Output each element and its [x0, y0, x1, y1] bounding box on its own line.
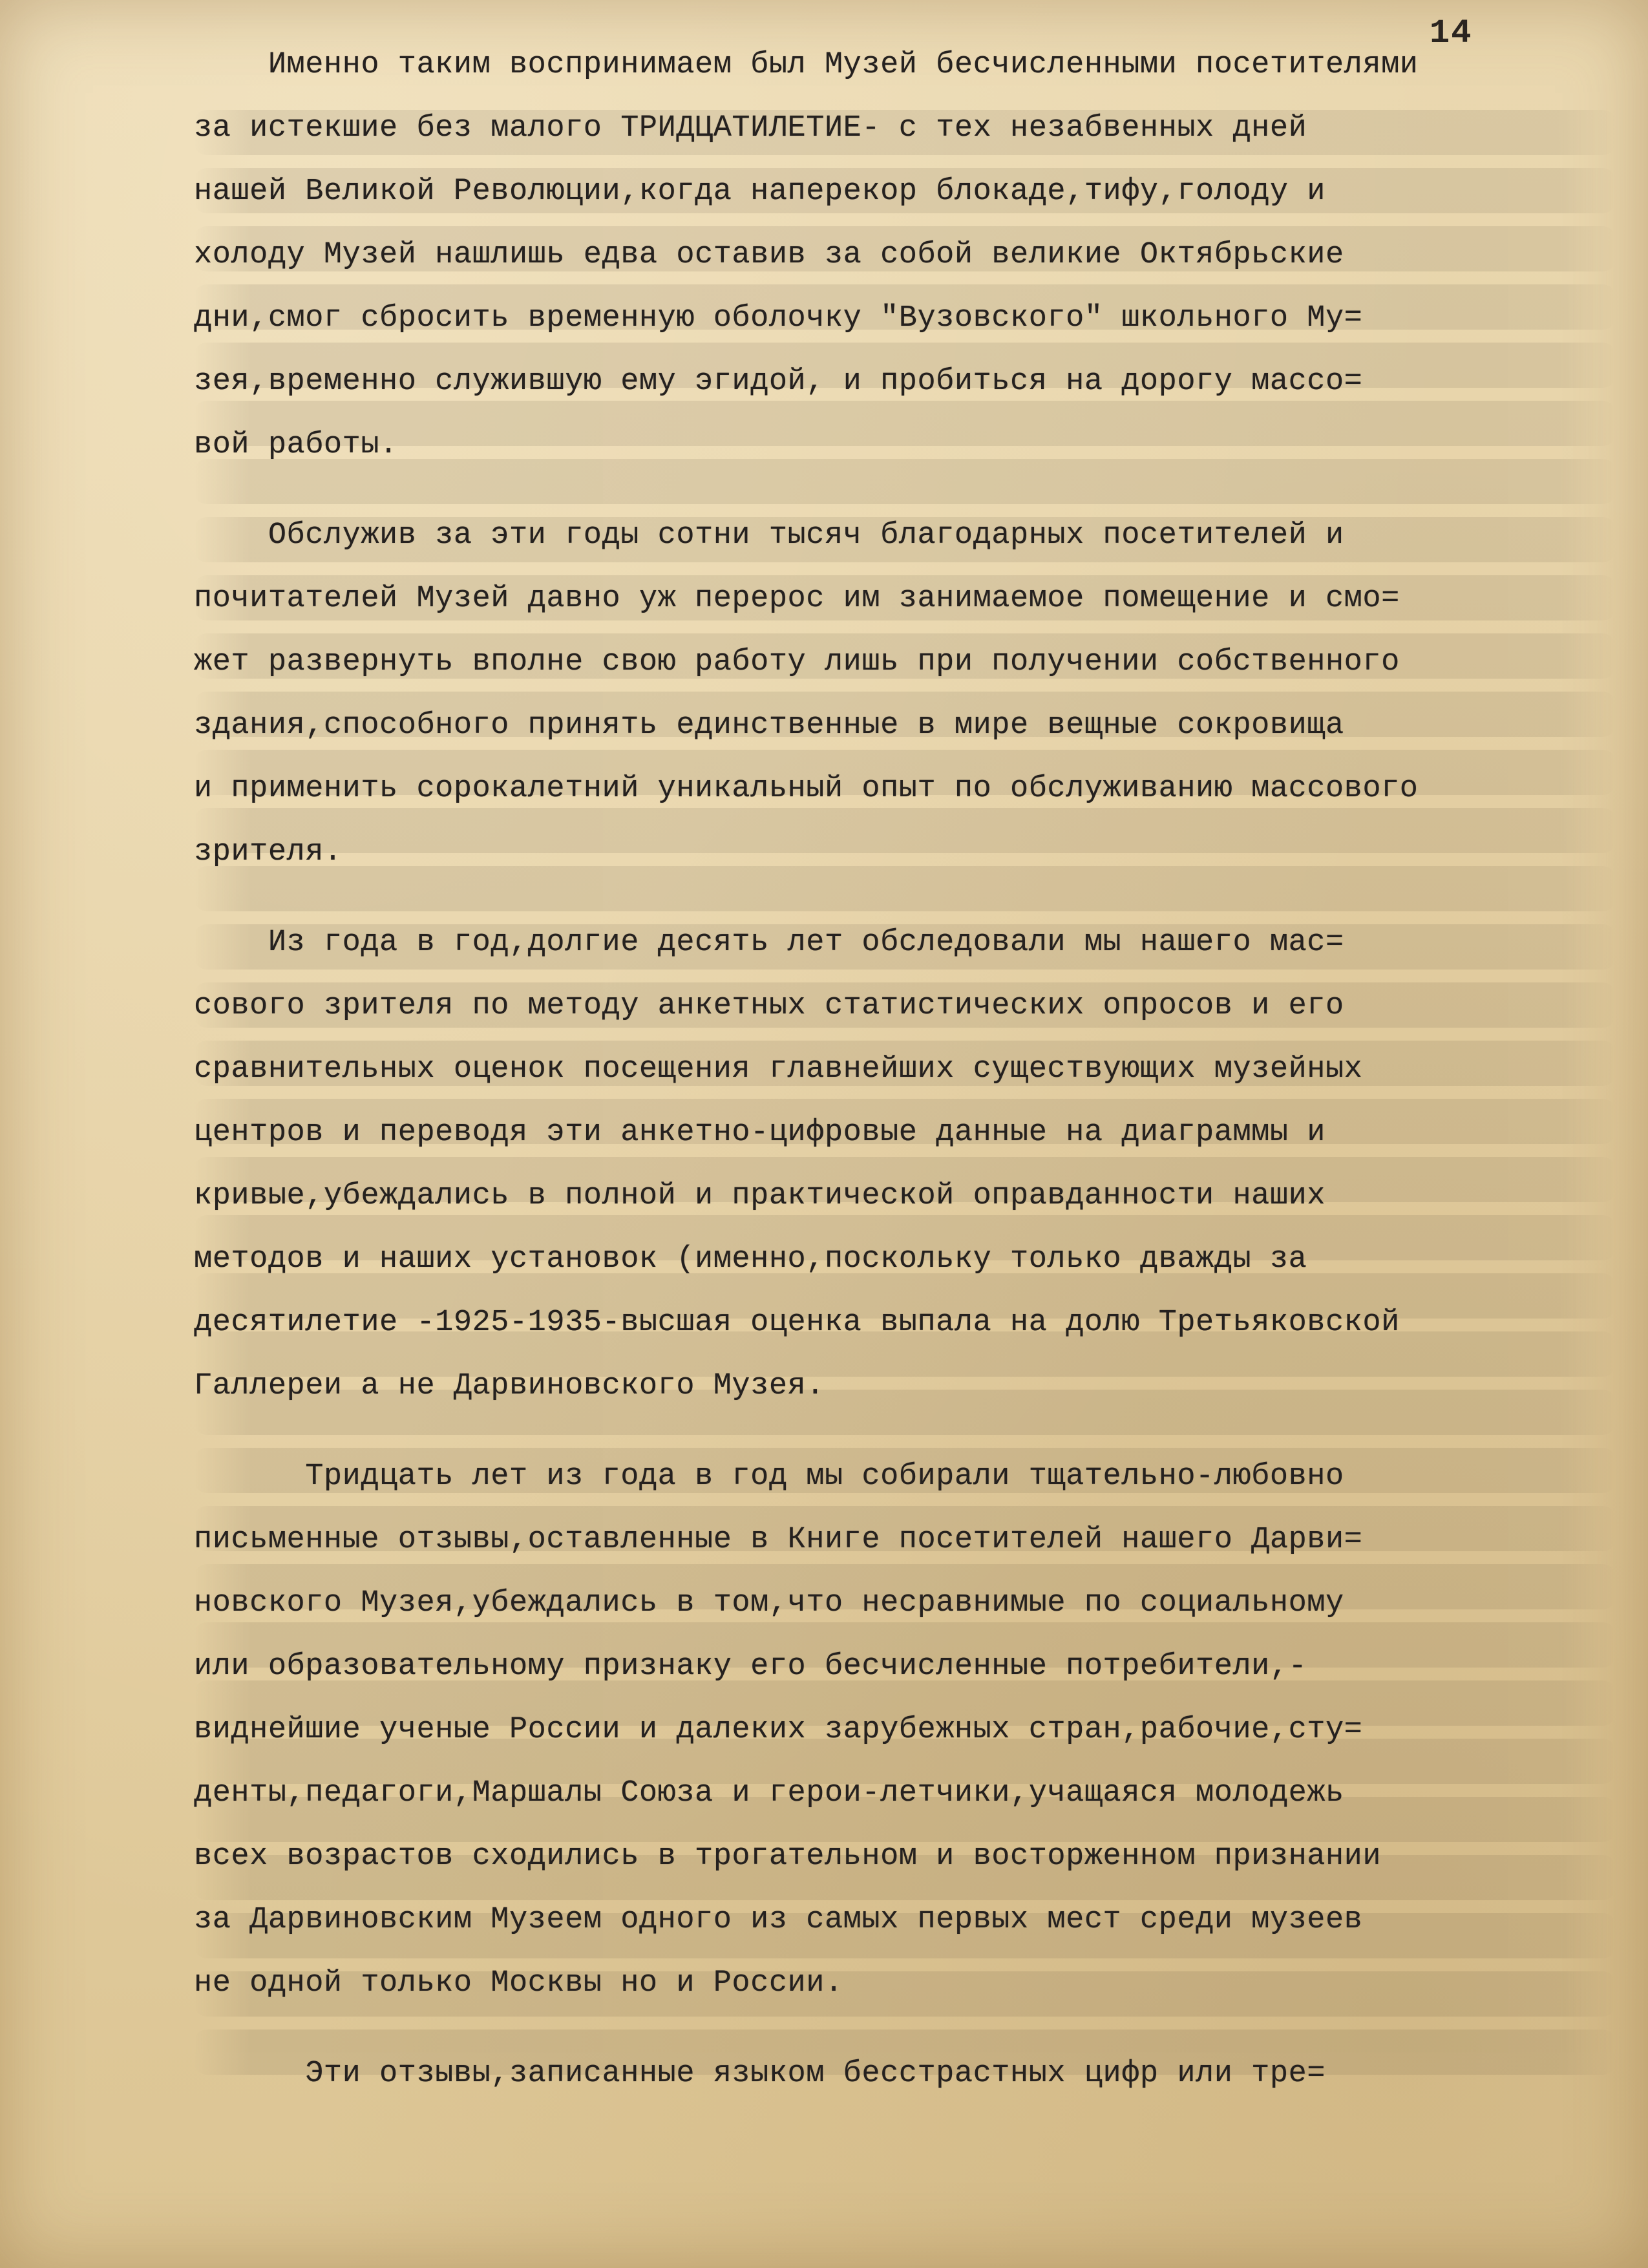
- text-line: Обслужив за эти годы сотни тысяч благодарных посетителей и: [194, 518, 1344, 553]
- text-line: методов и наших установок (именно,поскольку только дважды за: [194, 1242, 1307, 1277]
- text-line: кривые,убеждались в полной и практической оправданности наших: [194, 1179, 1326, 1213]
- paragraph-4: [194, 1445, 1603, 2015]
- text-line: зрителя.: [194, 835, 343, 869]
- paragraph-1: [194, 34, 1603, 477]
- paragraph-3: [194, 911, 1603, 1418]
- text-line: нашей Великой Революции,когда наперекор блокаде,тифу,голоду и: [194, 175, 1326, 209]
- text-line: всех возрастов сходились в трогательном и восторженном признании: [194, 1839, 1382, 1874]
- text-line: Из года в год,долгие десять лет обследовали мы нашего мас=: [194, 926, 1344, 960]
- text-line: новского Музея,убеждались в том,что несравнимые по социальному: [194, 1586, 1344, 1620]
- text-line: зея,временно служившую ему эгидой, и пробиться на дорогу массо=: [194, 365, 1363, 399]
- text-line: вой работы.: [194, 428, 398, 462]
- text-line: жет развернуть вполне свою работу лишь при получении собственного: [194, 645, 1400, 679]
- text-line: центров и переводя эти анкетно-цифровые данные на диаграммы и: [194, 1116, 1326, 1150]
- text-line: и применить сорокалетний уникальный опыт по обслуживанию массового: [194, 772, 1419, 806]
- text-line: почитателей Музей давно уж перерос им занимаемое помещение и смо=: [194, 582, 1400, 616]
- text-line: не одной только Москвы но и России.: [194, 1966, 843, 2000]
- text-line: здания,способного принять единственные в мире вещные сокровища: [194, 708, 1344, 743]
- text-line: холоду Музей нашлишь едва оставив за собой великие Октябрьские: [194, 238, 1344, 272]
- text-line: Тридцать лет из года в год мы собирали тщательно-любовно: [194, 1459, 1344, 1494]
- text-line: за Дарвиновским Музеем одного из самых первых мест среди музеев: [194, 1903, 1363, 1937]
- text-line: денты,педагоги,Маршалы Союза и герои-летчики,учащаяся молодежь: [194, 1776, 1344, 1810]
- text-line: Эти отзывы,записанные языком бесстрастных цифр или тре=: [194, 2057, 1326, 2091]
- paragraph-2: [194, 504, 1603, 884]
- typed-text-body: [194, 34, 1603, 2106]
- text-line: дни,смог сбросить временную оболочку "Вузовского" школьного Му=: [194, 301, 1363, 335]
- text-line: сового зрителя по методу анкетных статистических опросов и его: [194, 989, 1344, 1023]
- text-line: или образовательному признаку его бесчисленные потребители,-: [194, 1649, 1307, 1684]
- text-line: Именно таким воспринимаем был Музей бесчисленными посетителями: [194, 48, 1419, 82]
- text-line: десятилетие -1925-1935-высшая оценка выпала на долю Третьяковской: [194, 1306, 1400, 1340]
- page-number: 14: [1430, 14, 1473, 52]
- text-line: за истекшие без малого ТРИДЦАТИЛЕТИЕ- с тех незабвенных дней: [194, 111, 1307, 145]
- text-line: Галлереи а не Дарвиновского Музея.: [194, 1369, 825, 1403]
- text-line: сравнительных оценок посещения главнейших существующих музейных: [194, 1052, 1363, 1086]
- text-line: письменные отзывы,оставленные в Книге посетителей нашего Дарви=: [194, 1523, 1363, 1557]
- text-line: виднейшие ученые России и далеких зарубежных стран,рабочие,сту=: [194, 1713, 1363, 1747]
- paragraph-5: [194, 2042, 1603, 2106]
